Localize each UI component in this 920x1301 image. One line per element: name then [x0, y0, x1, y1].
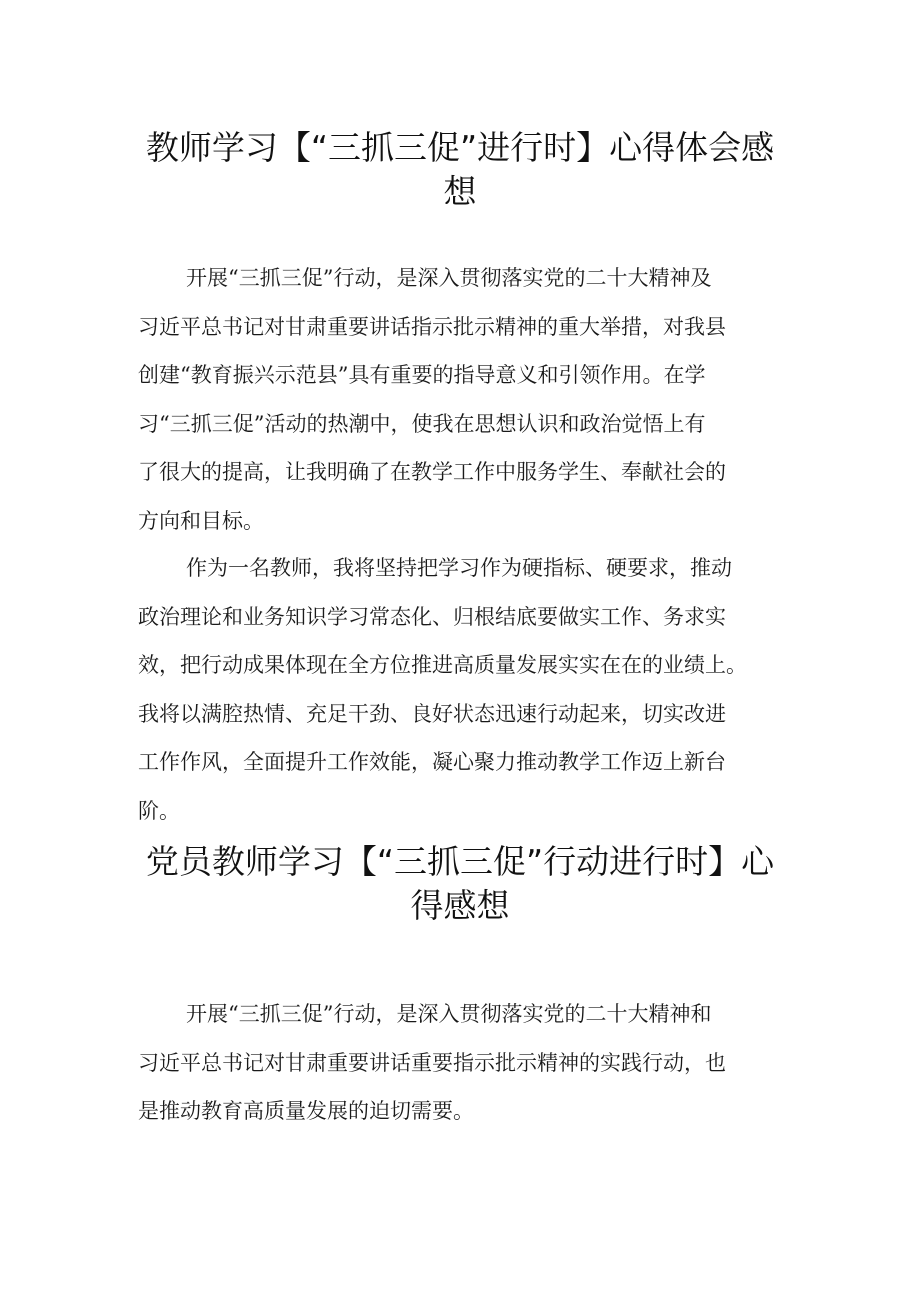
paragraph-line: 方向和目标。 — [138, 508, 264, 533]
paragraph — [138, 254, 818, 545]
paragraph-line: 阶。 — [138, 798, 180, 823]
paragraph-line: 我将以满腔热情、充足干劲、良好状态迅速行动起来，切实改进 — [138, 701, 726, 726]
title-line: 党员教师学习【“三抓三促”行动进行时】心 — [145, 842, 775, 881]
paragraph-line: 政治理论和业务知识学习常态化、归根结底要做实工作、务求实 — [138, 604, 726, 629]
paragraph-line: 习“三抓三促”活动的热潮中，使我在思想认识和政治觉悟上有 — [138, 411, 706, 436]
paragraph-line: 工作作风，全面提升工作效能，凝心聚力推动教学工作迈上新台 — [138, 750, 726, 774]
paragraph-line: 作为一名教师，我将坚持把学习作为硬指标、硬要求，推动 — [186, 556, 732, 580]
paragraph-line: 开展“三抓三促”行动，是深入贯彻落实党的二十大精神及 — [186, 266, 712, 290]
section-title-2 — [120, 840, 800, 928]
paragraph-line: 了很大的提高，让我明确了在教学工作中服务学生、奉献社会的 — [138, 460, 726, 484]
paragraph — [138, 544, 818, 835]
paragraph-line: 习近平总书记对甘肃重要讲话指示批示精神的重大举措，对我县 — [138, 314, 726, 339]
section-title-1 — [120, 126, 800, 214]
paragraph-line: 效，把行动成果体现在全方位推进高质量发展实实在在的业绩上。 — [138, 653, 747, 677]
paragraph — [138, 990, 818, 1136]
paragraph-line: 习近平总书记对甘肃重要讲话重要指示批示精神的实践行动，也 — [138, 1050, 726, 1075]
paragraph-line: 创建“教育振兴示范县”具有重要的指导意义和引领作用。在学 — [138, 363, 706, 387]
title-line: 想 — [443, 172, 477, 211]
paragraph-line: 是推动教育高质量发展的迫切需要。 — [138, 1099, 474, 1123]
title-line: 得感想 — [410, 886, 510, 925]
paragraph-line: 开展“三抓三促”行动，是深入贯彻落实党的二十大精神和 — [186, 1002, 712, 1026]
title-line: 教师学习【“三抓三促”进行时】心得体会感 — [145, 128, 775, 167]
